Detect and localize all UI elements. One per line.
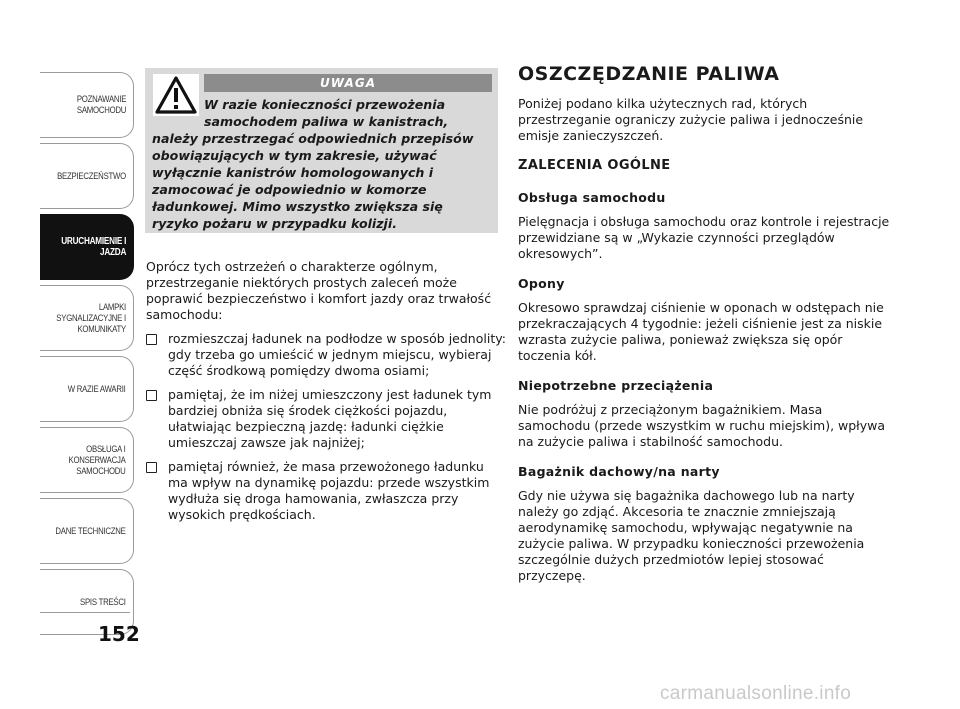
subsection-text: Pielęgnacja i obsługa samochodu oraz kontrole i rejestracje przewidziane są w „Wykazie czynności przeglądów okresowych”. — [518, 214, 890, 261]
tab-label: DANE TECHNICZNE — [55, 525, 126, 537]
tab-label: W RAZIE AWARII — [68, 383, 126, 395]
subsection-text: Nie podróżuj z przeciążonym bagażnikiem. Masa samochodu (przede wszystkim w ruchu miejskim), wpływa na zużycie paliwa i stabilność samochodu. — [518, 402, 886, 449]
checkbox-bullet-icon — [146, 462, 157, 473]
section-heading: ZALECENIA OGÓLNE — [518, 158, 671, 173]
watermark: carmanualsonline.info — [660, 683, 852, 704]
warning-body: należy przestrzegać odpowiednich przepisów obowiązujących w tym zakresie, używać wyłącznie kanistrów homologowanych i zamocować je odpowiednio w komorze ładunkowej. Mimo wszystko zwiększa się ryzyko pożaru w przypadku kolizji. — [152, 131, 474, 231]
warning-text — [152, 96, 492, 232]
warning-line-2: samochodem paliwa w kanistrach, — [204, 114, 449, 129]
right-intro: Poniżej podano kilka użytecznych rad, których przestrzeganie ograniczy zużycie paliwa i jednocześnie emisje zanieczyszczeń. — [518, 96, 864, 143]
warning-line-1: W razie konieczności przewożenia — [204, 97, 446, 112]
list-item — [146, 387, 506, 451]
tab-obsluga-konserwacja[interactable] — [40, 427, 134, 493]
subsection-text: Gdy nie używa się bagażnika dachowego lub na narty należy go zdjąć. Akcesoria te znacznie zmniejszają aerodynamikę samochodu, wpływając negatywnie na zużycie paliwa. W przypadku konieczności przewożenia szczególnie dużych przedmiotów lepiej stosować przyczepę. — [518, 488, 865, 583]
warning-heading: UWAGA — [204, 74, 492, 92]
subsection-text: Okresowo sprawdzaj ciśnienie w oponach w odstępach nie przekraczających 4 tygodnie: jeżeli ciśnienie jest za niskie wzrasta zużycie paliwa, ponieważ zwiększa się opór toczenia kół. — [518, 300, 884, 363]
list-item-text: pamiętaj również, że masa przewożonego ładunku ma wpływ na dynamikę pojazdu: przede wszystkim wydłuża się droga hamowania, zwłaszcza przy wysokich prędkościach. — [168, 459, 490, 522]
tab-label: LAMPKI SYGNALIZACYJNE I KOMUNIKATY — [56, 301, 126, 335]
page-title: OSZCZĘDZANIE PALIWA — [518, 63, 780, 85]
tab-label: POZNAWANIE SAMOCHODU — [76, 94, 126, 116]
left-column — [146, 259, 506, 531]
tab-label: BEZPIECZEŃSTWO — [57, 170, 126, 182]
list-item-text: rozmieszczaj ładunek na podłodze w sposób jednolity: gdy trzeba go umieścić w jednym miejscu, wybieraj część środkową pomiędzy dwoma osiami; — [168, 331, 506, 378]
subsection-heading: Opony — [518, 276, 565, 291]
tab-dane-techniczne[interactable] — [40, 498, 134, 564]
tab-lampki-sygnalizacyjne[interactable] — [40, 285, 134, 351]
tab-label: OBSŁUGA I KONSERWACJA SAMOCHODU — [68, 443, 126, 477]
checkbox-bullet-icon — [146, 334, 157, 345]
list-item-text: pamiętaj, że im niżej umieszczony jest ładunek tym bardziej obniża się środek ciężkości pojazdu, ułatwiając bezpieczną jazdę: ładunki ciężkie umieszczaj zawsze jak najniżej; — [168, 387, 492, 450]
right-column — [518, 63, 890, 598]
chapter-tabs — [40, 72, 134, 640]
tab-poznawanie-samochodu[interactable] — [40, 72, 134, 138]
tab-uruchamienie-jazda[interactable] — [40, 214, 134, 280]
subsection-heading: Niepotrzebne przeciążenia — [518, 378, 714, 393]
checkbox-bullet-icon — [146, 390, 157, 401]
tab-w-razie-awarii[interactable] — [40, 356, 134, 422]
list-item — [146, 459, 506, 523]
divider — [40, 612, 130, 613]
subsection-heading: Obsługa samochodu — [518, 190, 666, 205]
left-intro: Oprócz tych ostrzeżeń o charakterze ogólnym, przestrzeganie niektórych prostych zaleceń może poprawić bezpieczeństwo i komfort jazdy oraz trwałość samochodu: — [146, 259, 492, 322]
page-number: 152 — [98, 622, 140, 646]
tab-label: URUCHAMIENIE I JAZDA — [61, 236, 126, 258]
tab-label: SPIS TREŚCI — [80, 596, 126, 608]
tab-bezpieczenstwo[interactable] — [40, 143, 134, 209]
list-item — [146, 331, 506, 379]
subsection-heading: Bagażnik dachowy/na narty — [518, 464, 720, 479]
